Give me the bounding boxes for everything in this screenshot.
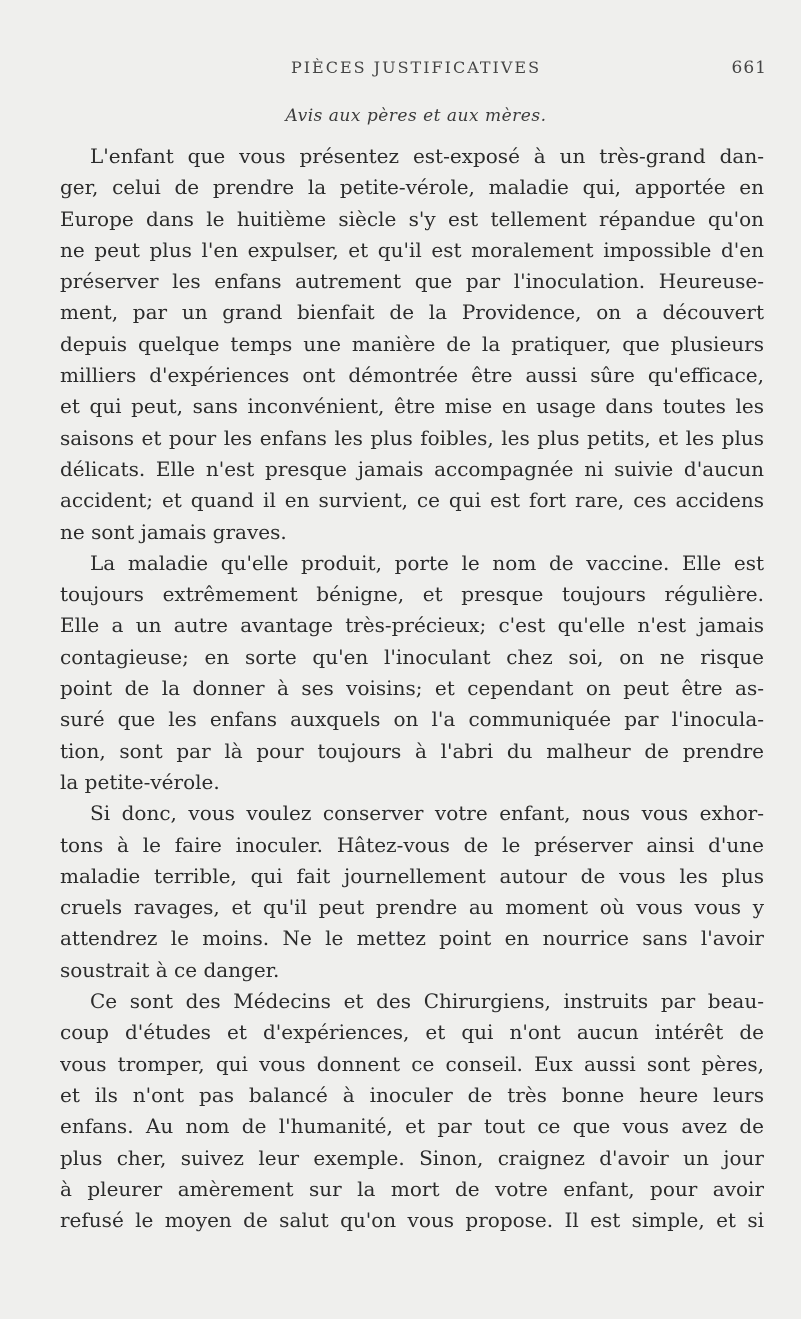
text-line: contagieuse; en sorte qu'en l'inoculant chez soi, on ne risque <box>60 644 764 669</box>
text-line: soustrait à ce danger. <box>60 957 280 982</box>
text-line: ne sont jamais graves. <box>60 519 287 544</box>
text-line: et ils n'ont pas balancé à inoculer de très bonne heure leurs <box>60 1082 764 1107</box>
text-line: ger, celui de prendre la petite-vérole, maladie qui, apportée en <box>60 175 764 200</box>
text-line: suré que les enfans auxquels on l'a communiquée par l'inocula- <box>60 707 764 732</box>
text-line: La maladie qu'elle produit, porte le nom de vaccine. Elle est <box>90 550 764 575</box>
text-line: tion, sont par là pour toujours à l'abri du malheur de prendre <box>60 738 764 763</box>
text-line: point de la donner à ses voisins; et cependant on peut être as- <box>60 676 764 701</box>
text-line: enfans. Au nom de l'humanité, et par tout ce que vous avez de <box>60 1114 764 1139</box>
text-line: refusé le moyen de salut qu'on vous propose. Il est simple, et si <box>60 1208 764 1233</box>
text-line: à pleurer amèrement sur la mort de votre enfant, pour avoir <box>60 1176 764 1201</box>
running-title: PIÈCES JUSTIFICATIVES <box>290 58 542 77</box>
text-line: la petite-vérole. <box>60 769 220 794</box>
text-line: Si donc, vous voulez conserver votre enfant, nous vous exhor- <box>90 801 764 826</box>
text-line: attendrez le moins. Ne le mettez point en nourrice sans l'avoir <box>60 926 764 951</box>
text-line: coup d'études et d'expériences, et qui n'ont aucun intérêt de <box>60 1020 764 1045</box>
text-line: Elle a un autre avantage très-précieux; c'est qu'elle n'est jamais <box>60 613 764 638</box>
text-line: toujours extrêmement bénigne, et presque toujours régulière. <box>60 582 764 607</box>
text-line: accident; et quand il en survient, ce qui est fort rare, ces accidens <box>60 488 764 513</box>
text-line: saisons et pour les enfans les plus foibles, les plus petits, et les plus <box>60 425 764 450</box>
text-line: délicats. Elle n'est presque jamais accompagnée ni suivie d'aucun <box>60 456 764 481</box>
text-line: ne peut plus l'en expulser, et qu'il est moralement impossible d'en <box>60 237 764 262</box>
text-line: cruels ravages, et qu'il peut prendre au moment où vous vous y <box>60 895 764 920</box>
text-line: Ce sont des Médecins et des Chirurgiens, instruits par beau- <box>90 989 764 1014</box>
body-text <box>60 141 764 1236</box>
notice-title: Avis aux pères et aux mères. <box>285 106 547 126</box>
text-line: Europe dans le huitième siècle s'y est tellement répandue qu'on <box>60 206 764 231</box>
text-line: depuis quelque temps une manière de la pratiquer, que plusieurs <box>60 331 764 356</box>
text-line: L'enfant que vous présentez est-exposé à un très-grand dan- <box>90 144 764 168</box>
text-line: maladie terrible, qui fait journellement autour de vous les plus <box>60 863 764 888</box>
page-number: 661 <box>731 58 767 78</box>
running-head <box>65 58 767 82</box>
text-line: ment, par un grand bienfait de la Providence, on a découvert <box>60 300 764 325</box>
text-line: et qui peut, sans inconvénient, être mise en usage dans toutes les <box>60 394 764 419</box>
text-line: vous tromper, qui vous donnent ce conseil. Eux aussi sont pères, <box>60 1051 764 1076</box>
text-line: préserver les enfans autrement que par l'inoculation. Heureuse- <box>60 269 764 294</box>
text-line: plus cher, suivez leur exemple. Sinon, craignez d'avoir un jour <box>60 1145 764 1170</box>
text-line: tons à le faire inoculer. Hâtez-vous de le préserver ainsi d'une <box>60 832 764 857</box>
text-line: milliers d'expériences ont démontrée être aussi sûre qu'efficace, <box>60 363 764 388</box>
